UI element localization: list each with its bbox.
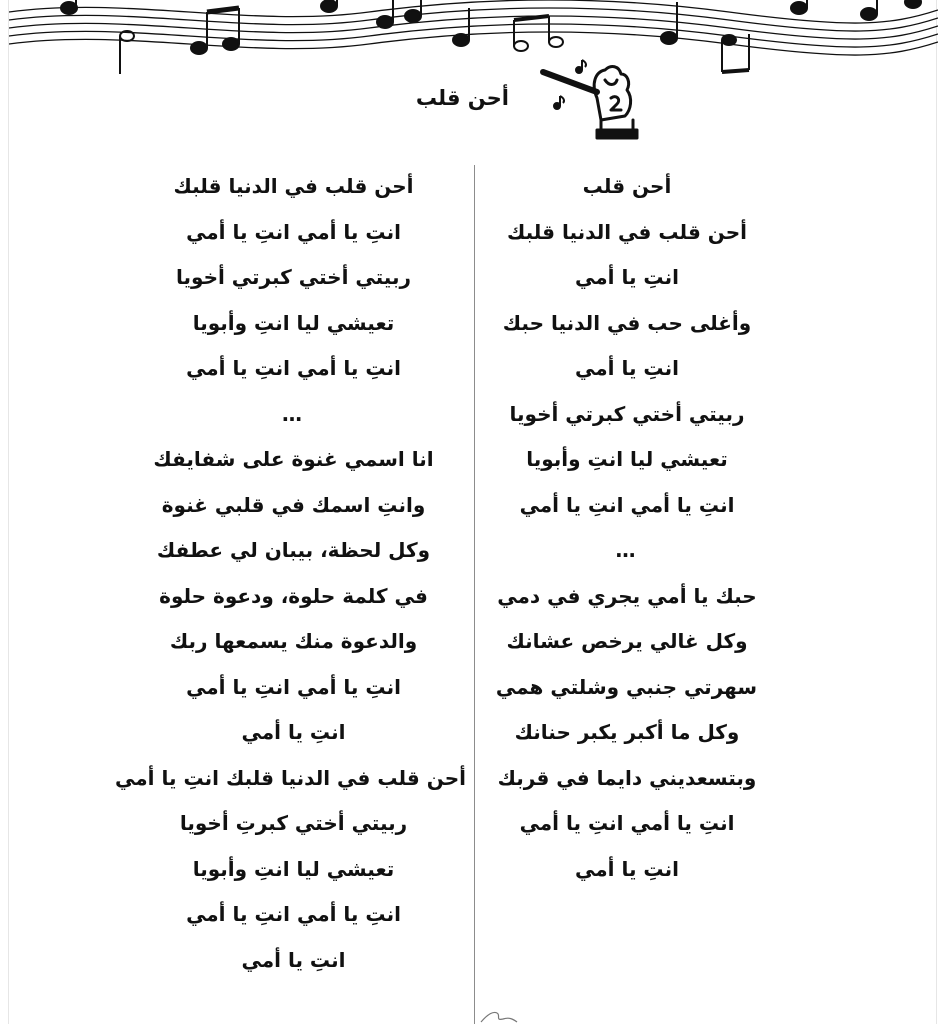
lyric-line: وانتِ اسمك في قلبي غنوة xyxy=(161,492,426,517)
lyric-line: وكل ما أكبر يكبر حنانك xyxy=(514,720,740,744)
lyric-line: وكل لحظة، بيبان لي عطفك xyxy=(156,538,431,562)
lyric-line: تعيشي ليا انتِ وأبويا xyxy=(526,447,728,471)
conductor-hand-icon xyxy=(539,58,639,142)
lyric-line: انتِ يا أمي انتِ يا أمي xyxy=(519,811,735,835)
lyric-line: والدعوة منك يسمعها ربك xyxy=(169,629,418,653)
page-title: أحن قلب xyxy=(415,86,509,110)
lyric-line: حبك يا أمي يجري في دمي xyxy=(497,583,757,608)
lyric-line: وبتسعديني دايما في قربك xyxy=(497,765,757,790)
music-staff-notes-icon xyxy=(9,0,938,80)
worksheet-page xyxy=(8,0,937,1024)
lyric-line: سهرتي جنبي وشلتي همي xyxy=(495,674,757,699)
stanza-separator: … xyxy=(615,538,639,562)
lyric-line: وكل غالي يرخص عشانك xyxy=(506,629,748,653)
stanza-separator: … xyxy=(282,401,305,426)
lyric-line: تعيشي ليا انتِ وأبويا xyxy=(192,310,395,335)
lyric-line: انتِ يا أمي xyxy=(241,720,346,744)
lyric-line: انتِ يا أمي انتِ يا أمي xyxy=(519,492,735,517)
lyric-line: تعيشي ليا انتِ وأبويا xyxy=(192,856,395,881)
lyric-line: انتِ يا أمي xyxy=(575,265,679,289)
lyric-line: أحن قلب في الدنيا قلبك xyxy=(173,174,414,198)
lyric-line: انتِ يا أمي انتِ يا أمي xyxy=(186,902,401,926)
lyric-line: وأغلى حب في الدنيا حبك xyxy=(502,310,752,335)
lyric-line: انتِ يا أمي xyxy=(575,856,679,881)
lyric-line: ربيتي أختي كبرتي أخويا xyxy=(509,401,745,426)
lyric-line: انتِ يا أمي انتِ يا أمي xyxy=(186,219,401,244)
lyric-line: انتِ يا أمي انتِ يا أمي xyxy=(186,674,401,699)
lyric-line: ربيتي أختي كبرتِ أخويا xyxy=(179,811,408,835)
lyric-line: ربيتي أختي كبرتي أخويا xyxy=(176,265,411,289)
pencil-mark-icon xyxy=(479,1005,519,1024)
lyric-line: انتِ يا أمي xyxy=(241,947,346,972)
lyric-line: أحن قلب xyxy=(582,174,672,198)
lyric-line: في كلمة حلوة، ودعوة حلوة xyxy=(159,583,428,608)
lyric-line: انتِ يا أمي xyxy=(575,356,679,380)
lyric-line: أحن قلب في الدنيا قلبك xyxy=(506,219,748,244)
column-divider xyxy=(474,165,475,1024)
lyric-line: انا اسمي غنوة على شفايفك xyxy=(153,447,434,471)
lyric-line: أحن قلب في الدنيا قلبك انتِ يا أمي xyxy=(115,765,466,790)
lyrics-left-column xyxy=(115,164,466,983)
lyric-line: انتِ يا أمي انتِ يا أمي xyxy=(186,356,401,380)
lyrics-right-column xyxy=(497,164,757,892)
